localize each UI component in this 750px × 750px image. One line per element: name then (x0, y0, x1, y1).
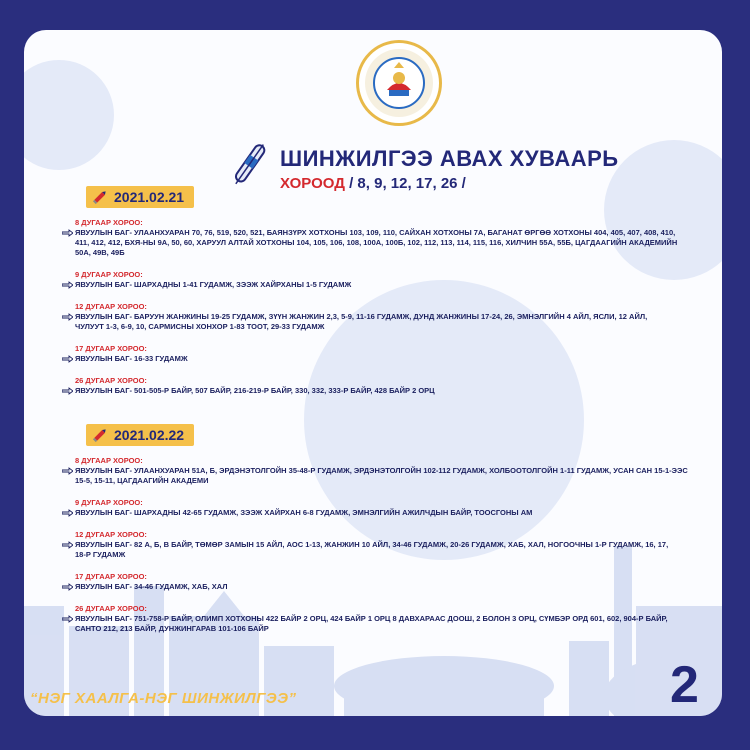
khoroo-title: 9 ДУГААР ХОРОО: (75, 498, 143, 507)
subtitle-numbers: / 8, 9, 12, 17, 26 / (344, 175, 466, 192)
pointing-hand-icon (62, 541, 73, 549)
date-badge (86, 424, 194, 446)
line-text: САНТО 212, 213 БАЙР, ДУНЖИНГАРАВ 101-106 БАЙР (75, 624, 269, 633)
pointing-hand-icon (62, 387, 73, 395)
khoroo-title: 17 ДУГААР ХОРОО: (75, 572, 147, 581)
pointing-hand-icon (62, 355, 73, 363)
pointing-hand-icon (62, 509, 73, 517)
khoroo-line (62, 614, 702, 624)
khoroo-block (62, 456, 702, 486)
khoroo-line (62, 476, 702, 486)
khoroo-line (62, 540, 702, 550)
line-text: ЯВУУЛЫН БАГ- ШАРХАДНЫ 1-41 ГУДАМЖ, ЗЭЭЖ ХАЙРХАНЫ 1-5 ГУДАМЖ (75, 280, 352, 289)
city-emblem-icon (356, 40, 442, 126)
pointing-hand-icon (62, 229, 73, 237)
pointing-hand-icon (62, 583, 73, 591)
khoroo-title: 8 ДУГААР ХОРОО: (75, 218, 143, 227)
swab-test-tube-icon (224, 140, 274, 190)
khoroo-title: 12 ДУГААР ХОРОО: (75, 530, 147, 539)
pencil-icon (92, 189, 108, 205)
khoroo-line (62, 238, 702, 248)
line-text: 18-Р ГУДАМЖ (75, 550, 126, 559)
pencil-icon (92, 427, 108, 443)
date-badge (86, 186, 194, 208)
khoroo-line (62, 386, 702, 396)
khoroo-title: 8 ДУГААР ХОРОО: (75, 456, 143, 465)
subtitle-label: ХОРООД (280, 175, 345, 192)
khoroo-line (62, 228, 702, 238)
khoroo-line (62, 550, 702, 560)
khoroo-block (62, 270, 702, 290)
pointing-hand-icon (62, 467, 73, 475)
page-number: 2 (670, 656, 699, 714)
line-text: ЯВУУЛЫН БАГ- 82 А, Б, В БАЙР, ТӨМӨР ЗАМЫН 15 АЙЛ, АОС 1-13, ЖАНЖИН 10 АЙЛ, 34-46 ГУДАМЖ, 20-26 ГУДАМЖ, ХАБ, ХАЛ, НОГООЧНЫ 1-Р ГУДАМЖ, 16, 17, (75, 540, 669, 549)
khoroo-line (62, 354, 702, 364)
khoroo-block (62, 498, 702, 518)
line-text: ЯВУУЛЫН БАГ- 34-46 ГУДАМЖ, ХАБ, ХАЛ (75, 582, 228, 591)
pointing-hand-icon (62, 615, 73, 623)
khoroo-line (62, 466, 702, 476)
schedule-section (62, 218, 702, 408)
khoroo-block (62, 302, 702, 332)
pointing-hand-icon (62, 281, 73, 289)
khoroo-line (62, 312, 702, 322)
khoroo-title: 26 ДУГААР ХОРОО: (75, 604, 147, 613)
date-text: 2021.02.22 (114, 427, 185, 443)
line-text: ЯВУУЛЫН БАГ- УЛААНХУАРАН 70, 76, 519, 520, 521, БАЯНЗҮРХ ХОТХОНЫ 103, 109, 110, САЙХАН ХОТХОНЫ 7А, БАГАНАТ ӨРГӨӨ ХОТХОНЫ 404, 405, 407, 408, 410, (75, 228, 676, 237)
khoroo-block (62, 572, 702, 592)
khoroo-line (62, 508, 702, 518)
khoroo-line (62, 582, 702, 592)
khoroo-block (62, 604, 702, 634)
line-text: ЯВУУЛЫН БАГ- 16-33 ГУДАМЖ (75, 354, 188, 363)
khoroo-title: 17 ДУГААР ХОРОО: (75, 344, 147, 353)
line-text: 15-5, 15-11, ЦАГДААГИЙН АКАДЕМИ (75, 476, 209, 485)
khoroo-block (62, 344, 702, 364)
line-text: ЯВУУЛЫН БАГ- 751-758-Р БАЙР, ОЛИМП ХОТХОНЫ 422 БАЙР 2 ОРЦ, 424 БАЙР 1 ОРЦ 8 ДАВХАРААС ДООШ, 2 БОЛОН 3 ОРЦ, СҮМБЭР ОРД 601, 602, 904-Р БАЙР, (75, 614, 668, 623)
subtitle (280, 175, 466, 192)
khoroo-line (62, 280, 702, 290)
line-text: ЧУЛУУТ 1-3, 6-9, 10, САРМИСНЫ ХОНХОР 1-83 ТООТ, 29-33 ГУДАМЖ (75, 322, 325, 331)
khoroo-line (62, 322, 702, 332)
line-text: ЯВУУЛЫН БАГ- ШАРХАДНЫ 42-65 ГУДАМЖ, ЗЭЭЖ ХАЙРХАН 6-8 ГУДАМЖ, ЭМНЭЛГИЙН АЖИЛЧДЫН БАЙР, ТООСГОНЫ АМ (75, 508, 533, 517)
line-text: 50А, 49В, 49Б (75, 248, 125, 257)
khoroo-title: 26 ДУГААР ХОРОО: (75, 376, 147, 385)
khoroo-block (62, 376, 702, 396)
virus-decoration (24, 60, 114, 170)
khoroo-block (62, 218, 702, 258)
khoroo-block (62, 530, 702, 560)
schedule-section (62, 456, 702, 646)
khoroo-title: 12 ДУГААР ХОРОО: (75, 302, 147, 311)
date-text: 2021.02.21 (114, 189, 185, 205)
khoroo-title: 9 ДУГААР ХОРОО: (75, 270, 143, 279)
page-title: ШИНЖИЛГЭЭ АВАХ ХУВААРЬ (280, 146, 619, 171)
line-text: ЯВУУЛЫН БАГ- 501-505-Р БАЙР, 507 БАЙР, 216-219-Р БАЙР, 330, 332, 333-Р БАЙР, 428 БАЙР 2 ОРЦ (75, 386, 435, 395)
khoroo-line (62, 624, 702, 634)
khoroo-line (62, 248, 702, 258)
line-text: 411, 412, 412, БХЯ-НЫ 9А, 50, 60, ХАРУУЛ АЛТАЙ ХОТХОНЫ 104, 105, 106, 108, 100А, 100Б, 102, 112, 113, 114, 115, 116, ХИЛЧИН 55А, 55Б, ЦАГДААГИЙН АКАДЕМИЙН (75, 238, 678, 247)
slogan: “НЭГ ХААЛГА-НЭГ ШИНЖИЛГЭЭ” (30, 690, 297, 707)
line-text: ЯВУУЛЫН БАГ- БАРУУН ЖАНЖИНЫ 19-25 ГУДАМЖ, ЗҮҮН ЖАНЖИН 2,3, 5-9, 11-16 ГУДАМЖ, ДУНД ЖАНЖИНЫ 17-24, 26, ЭМНЭЛГИЙН 4 АЙЛ, ЯСЛИ, 12 АЙЛ, (75, 312, 648, 321)
line-text: ЯВУУЛЫН БАГ- УЛААНХУАРАН 51А, Б, ЭРДЭНЭТОЛГОЙН 35-48-Р ГУДАМЖ, ЭРДЭНЭТОЛГОЙН 102-112 ГУДАМЖ, ХОЛБООТОЛГОЙН 1-11 ГУДАМЖ, УСАН САН 15-1-ЭЭС (75, 466, 688, 475)
pointing-hand-icon (62, 313, 73, 321)
